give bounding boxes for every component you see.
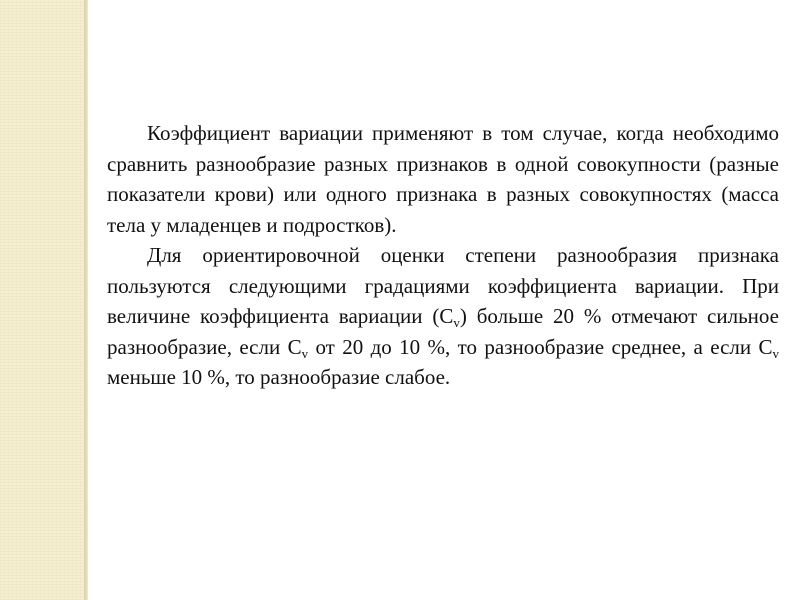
side-band-edge [84, 0, 88, 600]
paragraph2-text-part2: ) больше 20 % отмечают сильное разнообразие, если C [107, 304, 779, 359]
decorative-side-band [0, 0, 84, 600]
paragraph-variation-gradations [107, 240, 779, 393]
cv-subscript: v [453, 315, 460, 330]
paragraph2-text-part4: меньше 10 %, то разнообразие слабое. [107, 365, 451, 389]
paragraph2-text-part3: от 20 до 10 %, то разнообразие среднее, а если C [308, 334, 773, 359]
slide-text-body [107, 118, 779, 393]
paragraph2-text-part1: Для ориентировочной оценки степени разнообразия признака пользуются следующими градациями коэффициента вариации. При величине коэффициента вариации (C [107, 243, 779, 328]
cv-subscript: v [772, 345, 779, 361]
cv-subscript: v [301, 345, 309, 361]
paragraph-coefficient-of-variation-usage: Коэффициент вариации применяют в том случае, когда необходимо сравнить разнообразие разных признаков в одной совокупности (разные показатели крови) или одного признака в разных совокупностях (масса тела у младенцев и подростков). [107, 121, 779, 237]
